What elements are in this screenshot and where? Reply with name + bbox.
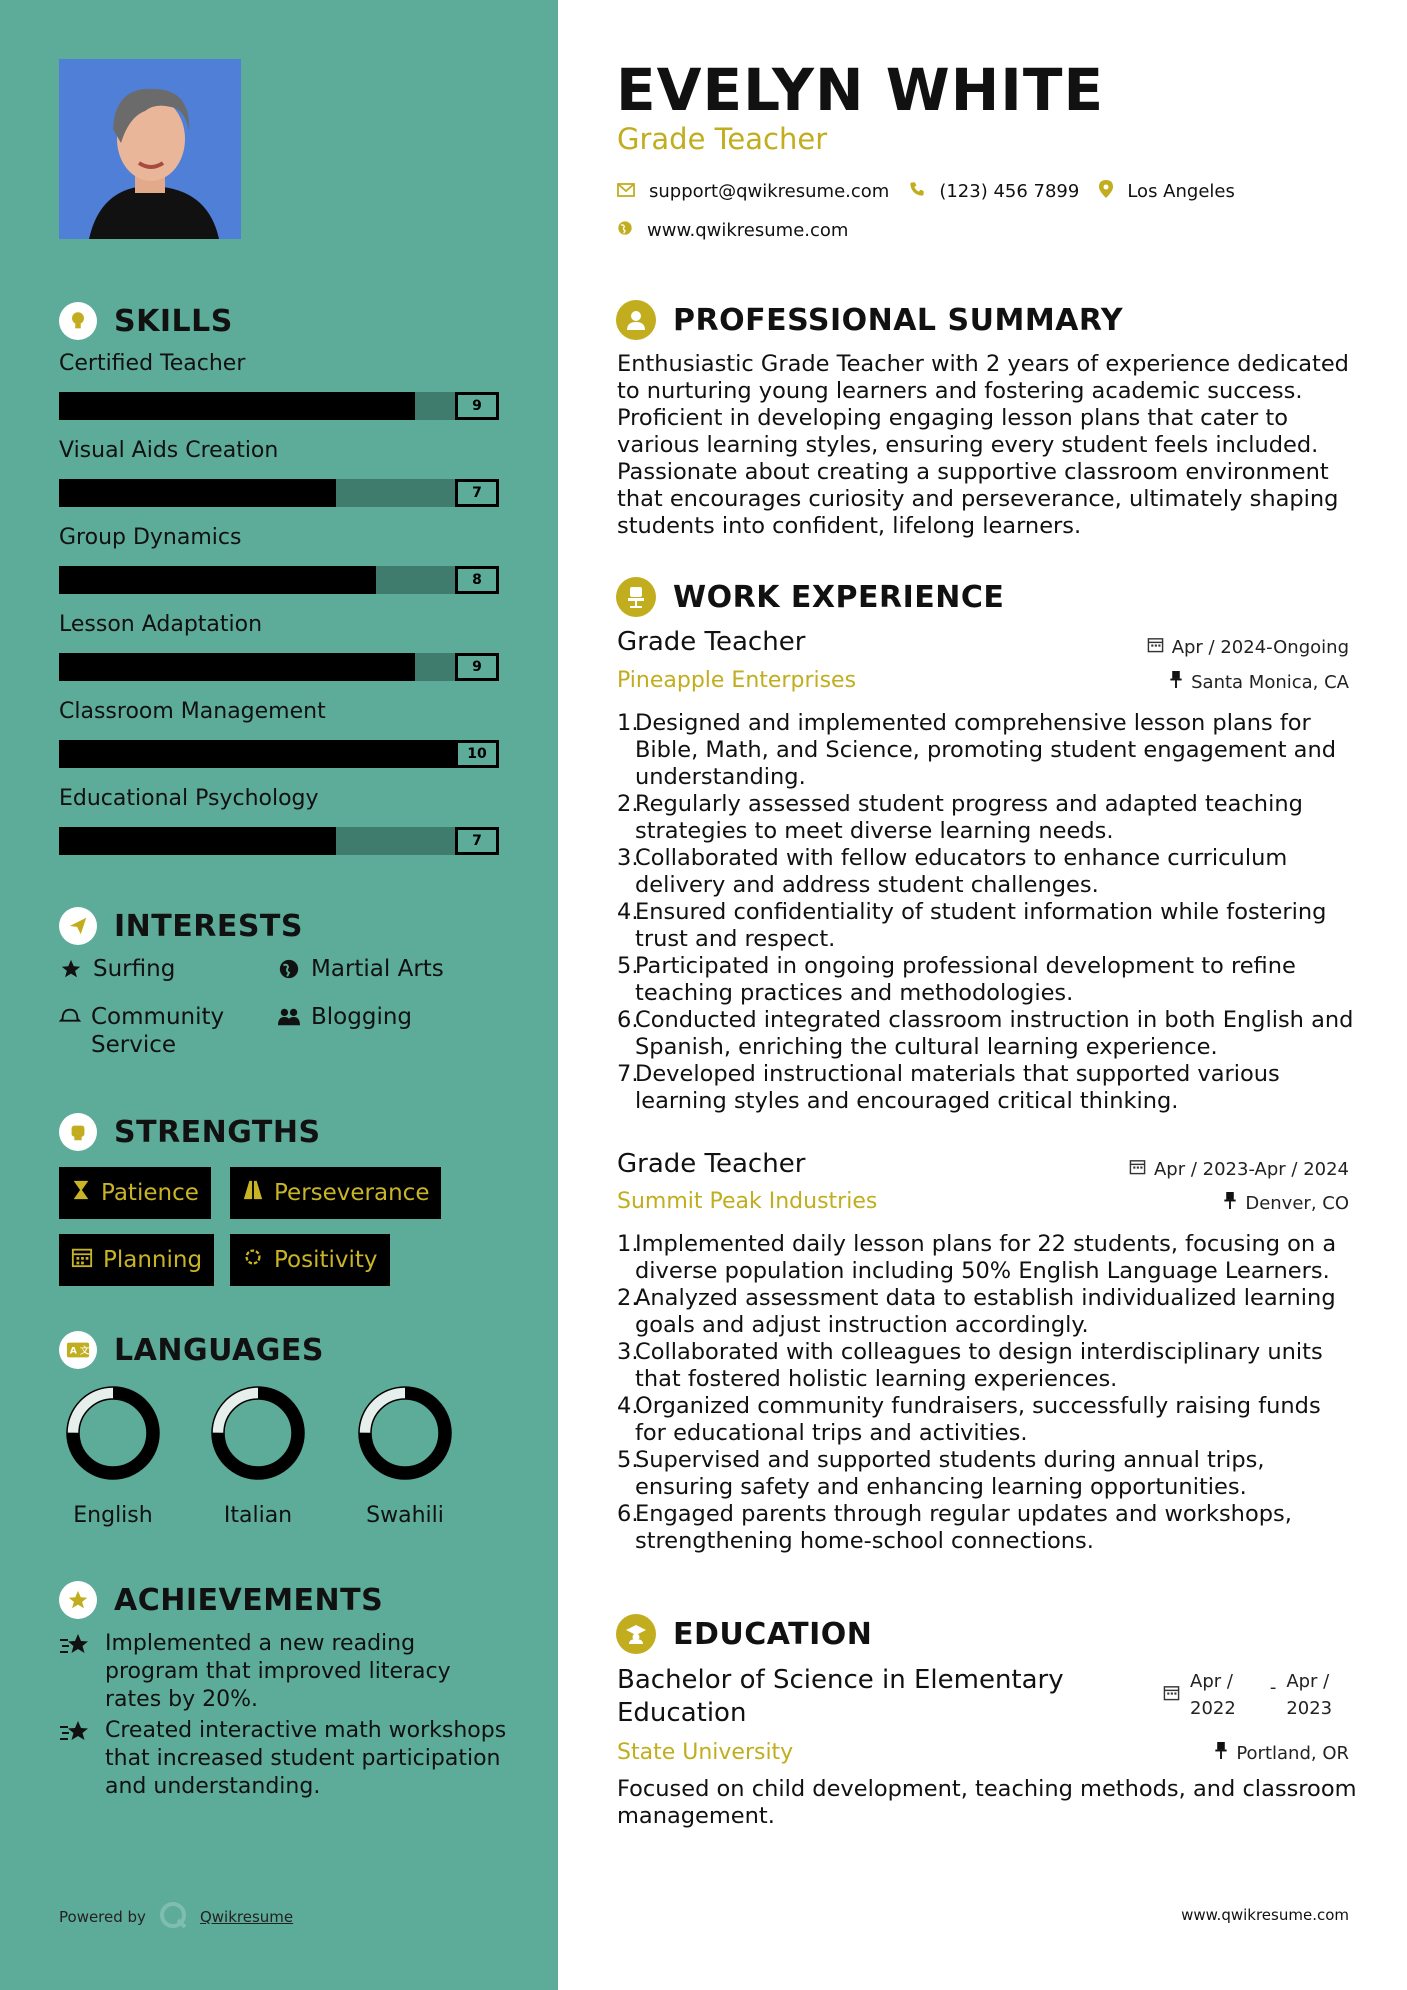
strength-badge xyxy=(230,1167,441,1219)
shooting-star-icon xyxy=(59,1717,93,1801)
duty-text: Collaborated with fellow educators to enhance curriculum delivery and address student challenges. xyxy=(635,845,1288,898)
duty-item: 1. Implemented daily lesson plans for 22 students, focusing on a diverse population including 50% English Language Learners. xyxy=(617,1231,1357,1285)
company-name: Summit Peak Industries xyxy=(617,1189,878,1214)
pushpin-icon xyxy=(1214,1742,1228,1764)
education-separator: - xyxy=(1269,1677,1277,1698)
education-description: Focused on child development, teaching methods, and classroom management. xyxy=(617,1776,1357,1829)
job-dates-text: Apr / 2024-Ongoing xyxy=(1171,636,1349,658)
duty-item: 6. Conducted integrated classroom instruction in both English and Spanish, enriching the cultural learning experience. xyxy=(617,1007,1357,1061)
user-icon xyxy=(616,300,656,340)
location-text: Los Angeles xyxy=(1127,181,1235,202)
language-ring xyxy=(210,1385,306,1481)
duty-text: Regularly assessed student progress and adapted teaching strategies to meet diverse learning needs. xyxy=(635,791,1303,844)
skill-item xyxy=(59,611,499,681)
language-name: Italian xyxy=(223,1503,293,1528)
education-location-text: Portland, OR xyxy=(1236,1742,1349,1764)
office-chair-icon xyxy=(616,577,656,617)
duty-text: Developed instructional materials that supported various learning styles and encouraged critical thinking. xyxy=(635,1061,1280,1114)
language-item xyxy=(198,1385,318,1528)
calendar-icon xyxy=(1147,636,1164,658)
skill-bar xyxy=(59,479,499,507)
skill-name: Group Dynamics xyxy=(59,525,242,550)
contact-phone[interactable] xyxy=(909,181,1079,202)
skill-score: 8 xyxy=(455,566,499,594)
calendar-icon xyxy=(71,1246,93,1274)
strength-label: Patience xyxy=(101,1180,199,1206)
degree-line: Education xyxy=(617,1698,747,1728)
powered-by xyxy=(59,1900,293,1934)
skill-item xyxy=(59,437,499,507)
strength-badge xyxy=(59,1234,214,1286)
education-heading xyxy=(616,1614,872,1654)
paper-plane-icon xyxy=(59,907,97,945)
strength-label: Positivity xyxy=(274,1247,378,1273)
website-text: www.qwikresume.com xyxy=(647,220,849,241)
education-dates xyxy=(1163,1668,1332,1722)
strength-label: Perseverance xyxy=(274,1180,430,1206)
job-location-text: Santa Monica, CA xyxy=(1191,671,1349,693)
pushpin-icon xyxy=(1223,1192,1237,1214)
education-end-month: Apr / xyxy=(1286,1671,1330,1692)
job-duties xyxy=(617,1231,1357,1555)
profile-photo xyxy=(59,59,241,239)
experience-title: WORK EXPERIENCE xyxy=(673,579,1005,615)
skill-score: 7 xyxy=(455,827,499,855)
skill-item xyxy=(59,785,499,855)
interest-item xyxy=(59,1003,259,1059)
duty-item: 6. Engaged parents through regular updates and workshops, strengthening home-school connections. xyxy=(617,1501,1357,1555)
summary-heading xyxy=(616,300,1123,340)
candidate-name: EVELYN WHITE xyxy=(616,56,1105,124)
fist-icon xyxy=(59,1113,97,1151)
globe-icon xyxy=(277,955,301,983)
languages-heading xyxy=(59,1331,324,1369)
education-title: EDUCATION xyxy=(673,1616,873,1652)
translate-icon xyxy=(59,1331,97,1369)
duty-item: 5. Participated in ongoing professional development to refine teaching practices and methodologies. xyxy=(617,953,1357,1007)
duty-item: 5. Supervised and supported students during annual trips, ensuring safety and enhancing learning opportunities. xyxy=(617,1447,1357,1501)
skill-bar xyxy=(59,392,499,420)
qwikresume-link[interactable]: Qwikresume xyxy=(199,1908,294,1926)
achievements-title: ACHIEVEMENTS xyxy=(114,1582,384,1618)
job-dates xyxy=(1129,1158,1349,1180)
calendar-icon xyxy=(1129,1158,1146,1180)
road-icon xyxy=(242,1179,264,1207)
strength-label: Planning xyxy=(103,1247,203,1273)
interest-item xyxy=(277,955,444,983)
duty-text: Analyzed assessment data to establish individualized learning goals and adjust instruction accordingly. xyxy=(635,1285,1336,1338)
powered-label: Powered by xyxy=(59,1908,146,1926)
skill-score: 9 xyxy=(455,392,499,420)
skill-bar xyxy=(59,653,499,681)
language-name: Swahili xyxy=(366,1503,444,1528)
duty-item: 2. Analyzed assessment data to establish individualized learning goals and adjust instruction accordingly. xyxy=(617,1285,1357,1339)
language-item xyxy=(53,1385,173,1528)
duty-item: 7. Developed instructional materials that supported various learning styles and encouraged critical thinking. xyxy=(617,1061,1357,1115)
achievement-item xyxy=(59,1630,509,1714)
contact-website[interactable] xyxy=(617,220,848,241)
job-dates xyxy=(1147,636,1349,658)
duty-text: Supervised and supported students during annual trips, ensuring safety and enhancing learning opportunities. xyxy=(635,1447,1265,1500)
map-pin-icon xyxy=(1099,180,1113,203)
duty-text: Organized community fundraisers, successfully raising funds for educational trips and activities. xyxy=(635,1393,1321,1446)
degree-title xyxy=(617,1664,1137,1730)
star-badge-icon xyxy=(59,1581,97,1619)
phone-text: (123) 456 7899 xyxy=(939,181,1080,202)
degree-line: Bachelor of Science in Elementary xyxy=(617,1665,1064,1695)
skill-fill xyxy=(59,479,336,507)
pushpin-icon xyxy=(1169,671,1183,693)
job-location xyxy=(1169,671,1349,693)
qwikresume-logo-icon xyxy=(158,1900,188,1934)
strength-badge xyxy=(230,1234,390,1286)
language-name: English xyxy=(73,1503,153,1528)
duty-text: Participated in ongoing professional development to refine teaching practices and methodologies. xyxy=(635,953,1296,1006)
education-start-month: Apr / xyxy=(1190,1671,1233,1692)
job-title: Grade Teacher xyxy=(617,627,806,657)
skill-item xyxy=(59,524,499,594)
interest-label: Community Service xyxy=(91,1004,225,1058)
duty-text: Collaborated with colleagues to design interdisciplinary units that fostered holistic learning experiences. xyxy=(635,1339,1323,1392)
duty-item: 3. Collaborated with fellow educators to enhance curriculum delivery and address student challenges. xyxy=(617,845,1357,899)
language-ring xyxy=(357,1385,453,1481)
summary-title: PROFESSIONAL SUMMARY xyxy=(673,302,1124,338)
achievement-text: Created interactive math workshops that increased student participation and understanding. xyxy=(105,1718,507,1799)
hourglass-icon xyxy=(71,1179,91,1207)
achievement-item xyxy=(59,1717,509,1801)
skill-bar xyxy=(59,827,499,855)
skill-score: 10 xyxy=(455,740,499,768)
contact-location xyxy=(1099,180,1235,203)
school-name: State University xyxy=(617,1740,794,1765)
skill-name: Educational Psychology xyxy=(59,786,319,811)
interest-label: Surfing xyxy=(93,956,176,982)
duty-item: 4. Organized community fundraisers, successfully raising funds for educational trips and activities. xyxy=(617,1393,1357,1447)
contact-row xyxy=(617,180,1235,203)
interest-label: Blogging xyxy=(311,1004,413,1030)
skill-bar xyxy=(59,740,499,768)
education-start xyxy=(1190,1668,1236,1722)
lightbulb-icon xyxy=(59,302,97,340)
email-text: support@qwikresume.com xyxy=(649,181,890,202)
globe-icon xyxy=(617,220,633,241)
experience-heading xyxy=(616,577,1004,617)
strengths-heading xyxy=(59,1113,321,1151)
skill-fill xyxy=(59,392,415,420)
education-end xyxy=(1286,1668,1332,1722)
phone-icon xyxy=(909,181,925,202)
job-dates-text: Apr / 2023-Apr / 2024 xyxy=(1153,1158,1349,1180)
footer-url[interactable]: www.qwikresume.com xyxy=(1181,1906,1349,1924)
duty-item: 3. Collaborated with colleagues to design interdisciplinary units that fostered holistic learning experiences. xyxy=(617,1339,1357,1393)
achievement-text: Implemented a new reading program that improved literacy rates by 20%. xyxy=(105,1631,451,1712)
contact-email[interactable] xyxy=(617,181,889,202)
duty-item: 1. Designed and implemented comprehensive lesson plans for Bible, Math, and Science, promoting student engagement and understanding. xyxy=(617,710,1357,791)
job-duties xyxy=(617,710,1357,1115)
star-icon xyxy=(59,955,83,983)
language-ring xyxy=(65,1385,161,1481)
skill-name: Certified Teacher xyxy=(59,351,246,376)
skill-name: Visual Aids Creation xyxy=(59,438,279,463)
education-start-year: 2022 xyxy=(1190,1698,1236,1719)
skill-item xyxy=(59,698,499,768)
education-end-year: 2023 xyxy=(1286,1698,1333,1719)
duty-item: 2. Regularly assessed student progress and adapted teaching strategies to meet diverse learning needs. xyxy=(617,791,1357,845)
achievements-heading xyxy=(59,1581,383,1619)
shooting-star-icon xyxy=(59,1630,93,1714)
company-name: Pineapple Enterprises xyxy=(617,668,857,693)
language-item xyxy=(345,1385,465,1528)
calendar-icon xyxy=(1163,1668,1180,1722)
candidate-role: Grade Teacher xyxy=(617,122,828,156)
skill-score: 9 xyxy=(455,653,499,681)
interest-label: Martial Arts xyxy=(311,956,444,982)
interest-item xyxy=(277,1003,412,1031)
summary-text: Enthusiastic Grade Teacher with 2 years of experience dedicated to nurturing young learners and fostering academic success. Proficient in developing engaging lesson plans that cater to various learning styles, ensuring every student feels included. Passionate about creating a supportive classroom environment that encourages curiosity and perseverance, ultimately shaping students into confident, lifelong learners. xyxy=(617,351,1349,539)
job-location-text: Denver, CO xyxy=(1245,1192,1349,1214)
skill-fill xyxy=(59,566,376,594)
duty-text: Ensured confidentiality of student information while fostering trust and respect. xyxy=(635,899,1327,952)
job-title: Grade Teacher xyxy=(617,1149,806,1179)
skills-title: SKILLS xyxy=(114,303,233,339)
duty-text: Engaged parents through regular updates and workshops, strengthening home-school connections. xyxy=(635,1501,1292,1554)
skill-name: Lesson Adaptation xyxy=(59,612,263,637)
interests-title: INTERESTS xyxy=(114,908,303,944)
strengths-title: STRENGTHS xyxy=(114,1114,321,1150)
skill-fill xyxy=(59,740,455,768)
languages-title: LANGUAGES xyxy=(114,1332,324,1368)
skill-score: 7 xyxy=(455,479,499,507)
skill-fill xyxy=(59,827,336,855)
skill-name: Classroom Management xyxy=(59,699,326,724)
interest-item xyxy=(59,955,175,983)
duty-text: Conducted integrated classroom instruction in both English and Spanish, enriching the cultural learning experience. xyxy=(635,1007,1354,1060)
duty-text: Designed and implemented comprehensive lesson plans for Bible, Math, and Science, promoting student engagement and understanding. xyxy=(635,710,1337,790)
graduate-icon xyxy=(616,1614,656,1654)
skill-fill xyxy=(59,653,415,681)
education-location xyxy=(1214,1742,1349,1764)
svg-text:A 文: A 文 xyxy=(69,1345,90,1357)
duty-item: 4. Ensured confidentiality of student information while fostering trust and respect. xyxy=(617,899,1357,953)
skill-bar xyxy=(59,566,499,594)
helmet-icon xyxy=(59,1003,81,1031)
users-icon xyxy=(277,1003,301,1031)
strength-badge xyxy=(59,1167,211,1219)
skill-item xyxy=(59,350,499,420)
interests-heading xyxy=(59,907,303,945)
skills-heading xyxy=(59,302,233,340)
sun-icon xyxy=(242,1246,264,1274)
envelope-icon xyxy=(617,181,635,202)
job-location xyxy=(1223,1192,1349,1214)
duty-text: Implemented daily lesson plans for 22 students, focusing on a diverse population including 50% English Language Learners. xyxy=(635,1231,1337,1284)
sidebar xyxy=(0,0,558,1990)
